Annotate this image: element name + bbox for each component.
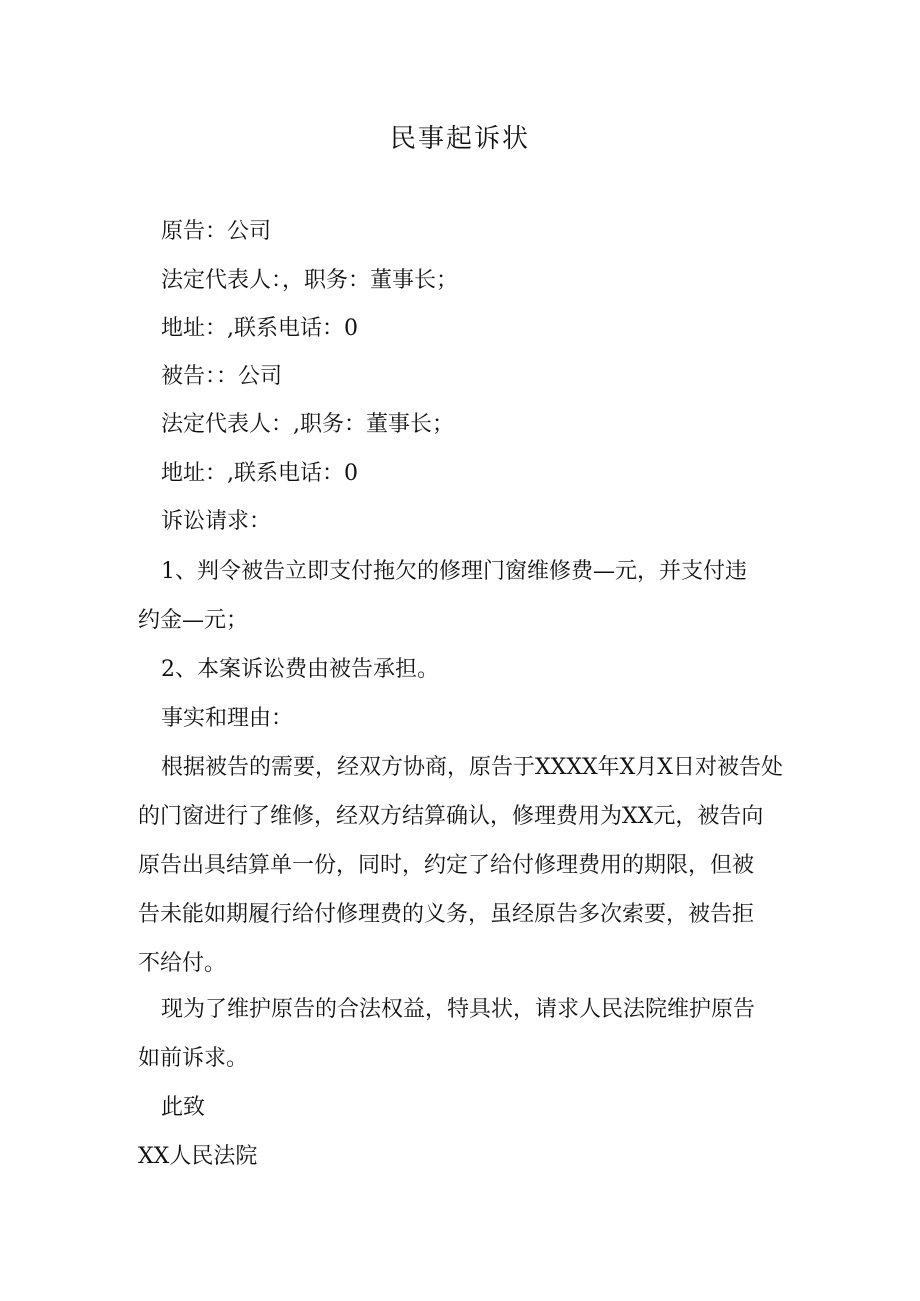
facts-paragraph-2-line-1: 现为了维护原告的合法权益，特具状，请求人民法院维护原告	[161, 997, 756, 1022]
facts-paragraph-1-line-4: 告未能如期履行给付修理费的义务，虽经原告多次索要，被告拒	[138, 902, 755, 927]
facts-paragraph-1-line-3: 原告出具结算单一份，同时，约定了给付修理费用的期限，但被	[138, 853, 755, 878]
facts-paragraph-1-line-1: 根据被告的需要，经双方协商，原告于XXXX年X月X日对被告处	[161, 755, 783, 780]
plaintiff-line: 原告：公司	[161, 219, 272, 244]
facts-paragraph-1-line-2: 的门窗进行了维修，经双方结算确认，修理费用为XX元，被告向	[138, 804, 764, 829]
facts-paragraph-1-line-5: 不给付。	[138, 951, 227, 976]
plaintiff-address-line: 地址：,联系电话：0	[161, 316, 358, 341]
court-name: XX人民法院	[138, 1144, 258, 1169]
facts-paragraph-2-line-2: 如前诉求。	[138, 1046, 249, 1071]
document-title: 民事起诉状	[389, 124, 530, 154]
facts-heading: 事实和理由：	[161, 706, 294, 731]
defendant-address-line: 地址：,联系电话：0	[161, 461, 358, 486]
claim-1-line-2: 约金—元；	[138, 608, 249, 633]
defendant-line: 被告：：公司	[161, 364, 283, 389]
plaintiff-representative-line: 法定代表人：，职务：董事长；	[161, 268, 459, 293]
claim-1-line-1: 1、判令被告立即支付拖欠的修理门窗维修费—元，并支付违	[161, 559, 747, 584]
defendant-representative-line: 法定代表人：,职务：董事长；	[161, 412, 454, 437]
claim-2-line: 2、本案诉讼费由被告承担。	[161, 657, 439, 682]
closing-phrase: 此致	[161, 1095, 206, 1120]
claims-heading: 诉讼请求：	[161, 509, 272, 534]
